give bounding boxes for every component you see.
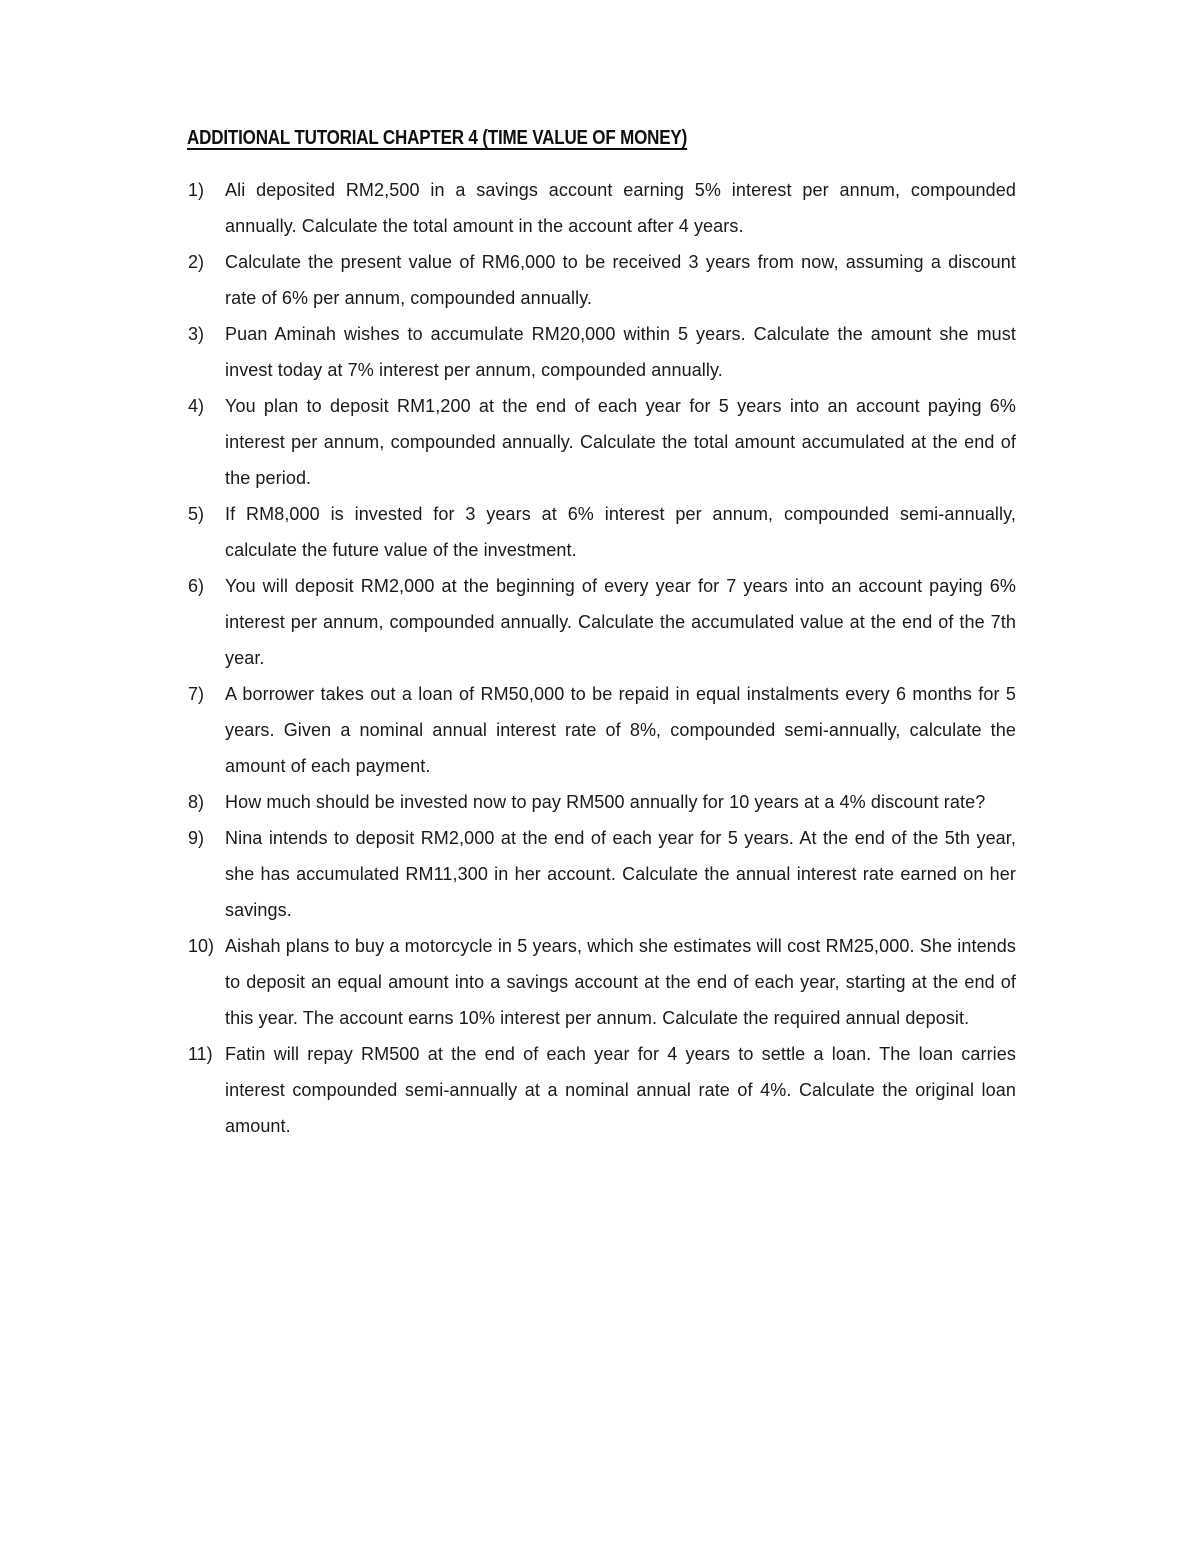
item-text: Calculate the present value of RM6,000 to be received 3 years from now, assuming a discount rate of 6% per annum, compounded annually.	[225, 252, 1016, 308]
item-text: A borrower takes out a loan of RM50,000 to be repaid in equal instalments every 6 months for 5 years. Given a nominal annual interest rate of 8%, compounded semi-annually, calculate the amount of each payment.	[225, 684, 1016, 776]
list-item	[188, 784, 1016, 820]
item-number: 3)	[188, 324, 205, 344]
item-number: 10)	[188, 936, 215, 956]
item-number: 1)	[188, 180, 205, 200]
item-text: You will deposit RM2,000 at the beginning of every year for 7 years into an account paying 6% interest per annum, compounded annually. Calculate the accumulated value at the end of the 7th year.	[225, 576, 1016, 668]
list-item	[188, 676, 1016, 784]
list-item	[188, 928, 1016, 1036]
item-number: 2)	[188, 252, 205, 272]
document-title: ADDITIONAL TUTORIAL CHAPTER 4 (TIME VALUE OF MONEY)	[187, 127, 688, 149]
item-text: How much should be invested now to pay RM500 annually for 10 years at a 4% discount rate?	[225, 792, 986, 812]
item-number: 9)	[188, 828, 205, 848]
item-text: Fatin will repay RM500 at the end of each year for 4 years to settle a loan. The loan carries interest compounded semi-annually at a nominal annual rate of 4%. Calculate the original loan amount.	[225, 1044, 1016, 1136]
item-text: If RM8,000 is invested for 3 years at 6% interest per annum, compounded semi-annually, calculate the future value of the investment.	[225, 504, 1016, 560]
list-item	[188, 820, 1016, 928]
list-item	[188, 568, 1016, 676]
item-text: Puan Aminah wishes to accumulate RM20,000 within 5 years. Calculate the amount she must invest today at 7% interest per annum, compounded annually.	[225, 324, 1016, 380]
list-item	[188, 1036, 1016, 1144]
list-item	[188, 244, 1016, 316]
list-item	[188, 388, 1016, 496]
item-text: Ali deposited RM2,500 in a savings account earning 5% interest per annum, compounded annually. Calculate the total amount in the account after 4 years.	[225, 180, 1016, 236]
item-number: 8)	[188, 792, 205, 812]
item-number: 5)	[188, 504, 205, 524]
item-number: 11)	[188, 1044, 213, 1064]
list-item	[188, 496, 1016, 568]
list-item	[188, 316, 1016, 388]
item-text: Nina intends to deposit RM2,000 at the end of each year for 5 years. At the end of the 5th year, she has accumulated RM11,300 in her account. Calculate the annual interest rate earned on her savings.	[225, 828, 1016, 920]
item-text: Aishah plans to buy a motorcycle in 5 years, which she estimates will cost RM25,000. She intends to deposit an equal amount into a savings account at the end of each year, starting at the end of this year. The account earns 10% interest per annum. Calculate the required annual deposit.	[225, 936, 1016, 1028]
item-number: 6)	[188, 576, 205, 596]
item-text: You plan to deposit RM1,200 at the end of each year for 5 years into an account paying 6% interest per annum, compounded annually. Calculate the total amount accumulated at the end of the period.	[225, 396, 1016, 488]
item-number: 7)	[188, 684, 205, 704]
list-item	[188, 172, 1016, 244]
item-number: 4)	[188, 396, 205, 416]
question-list	[188, 172, 1016, 1144]
